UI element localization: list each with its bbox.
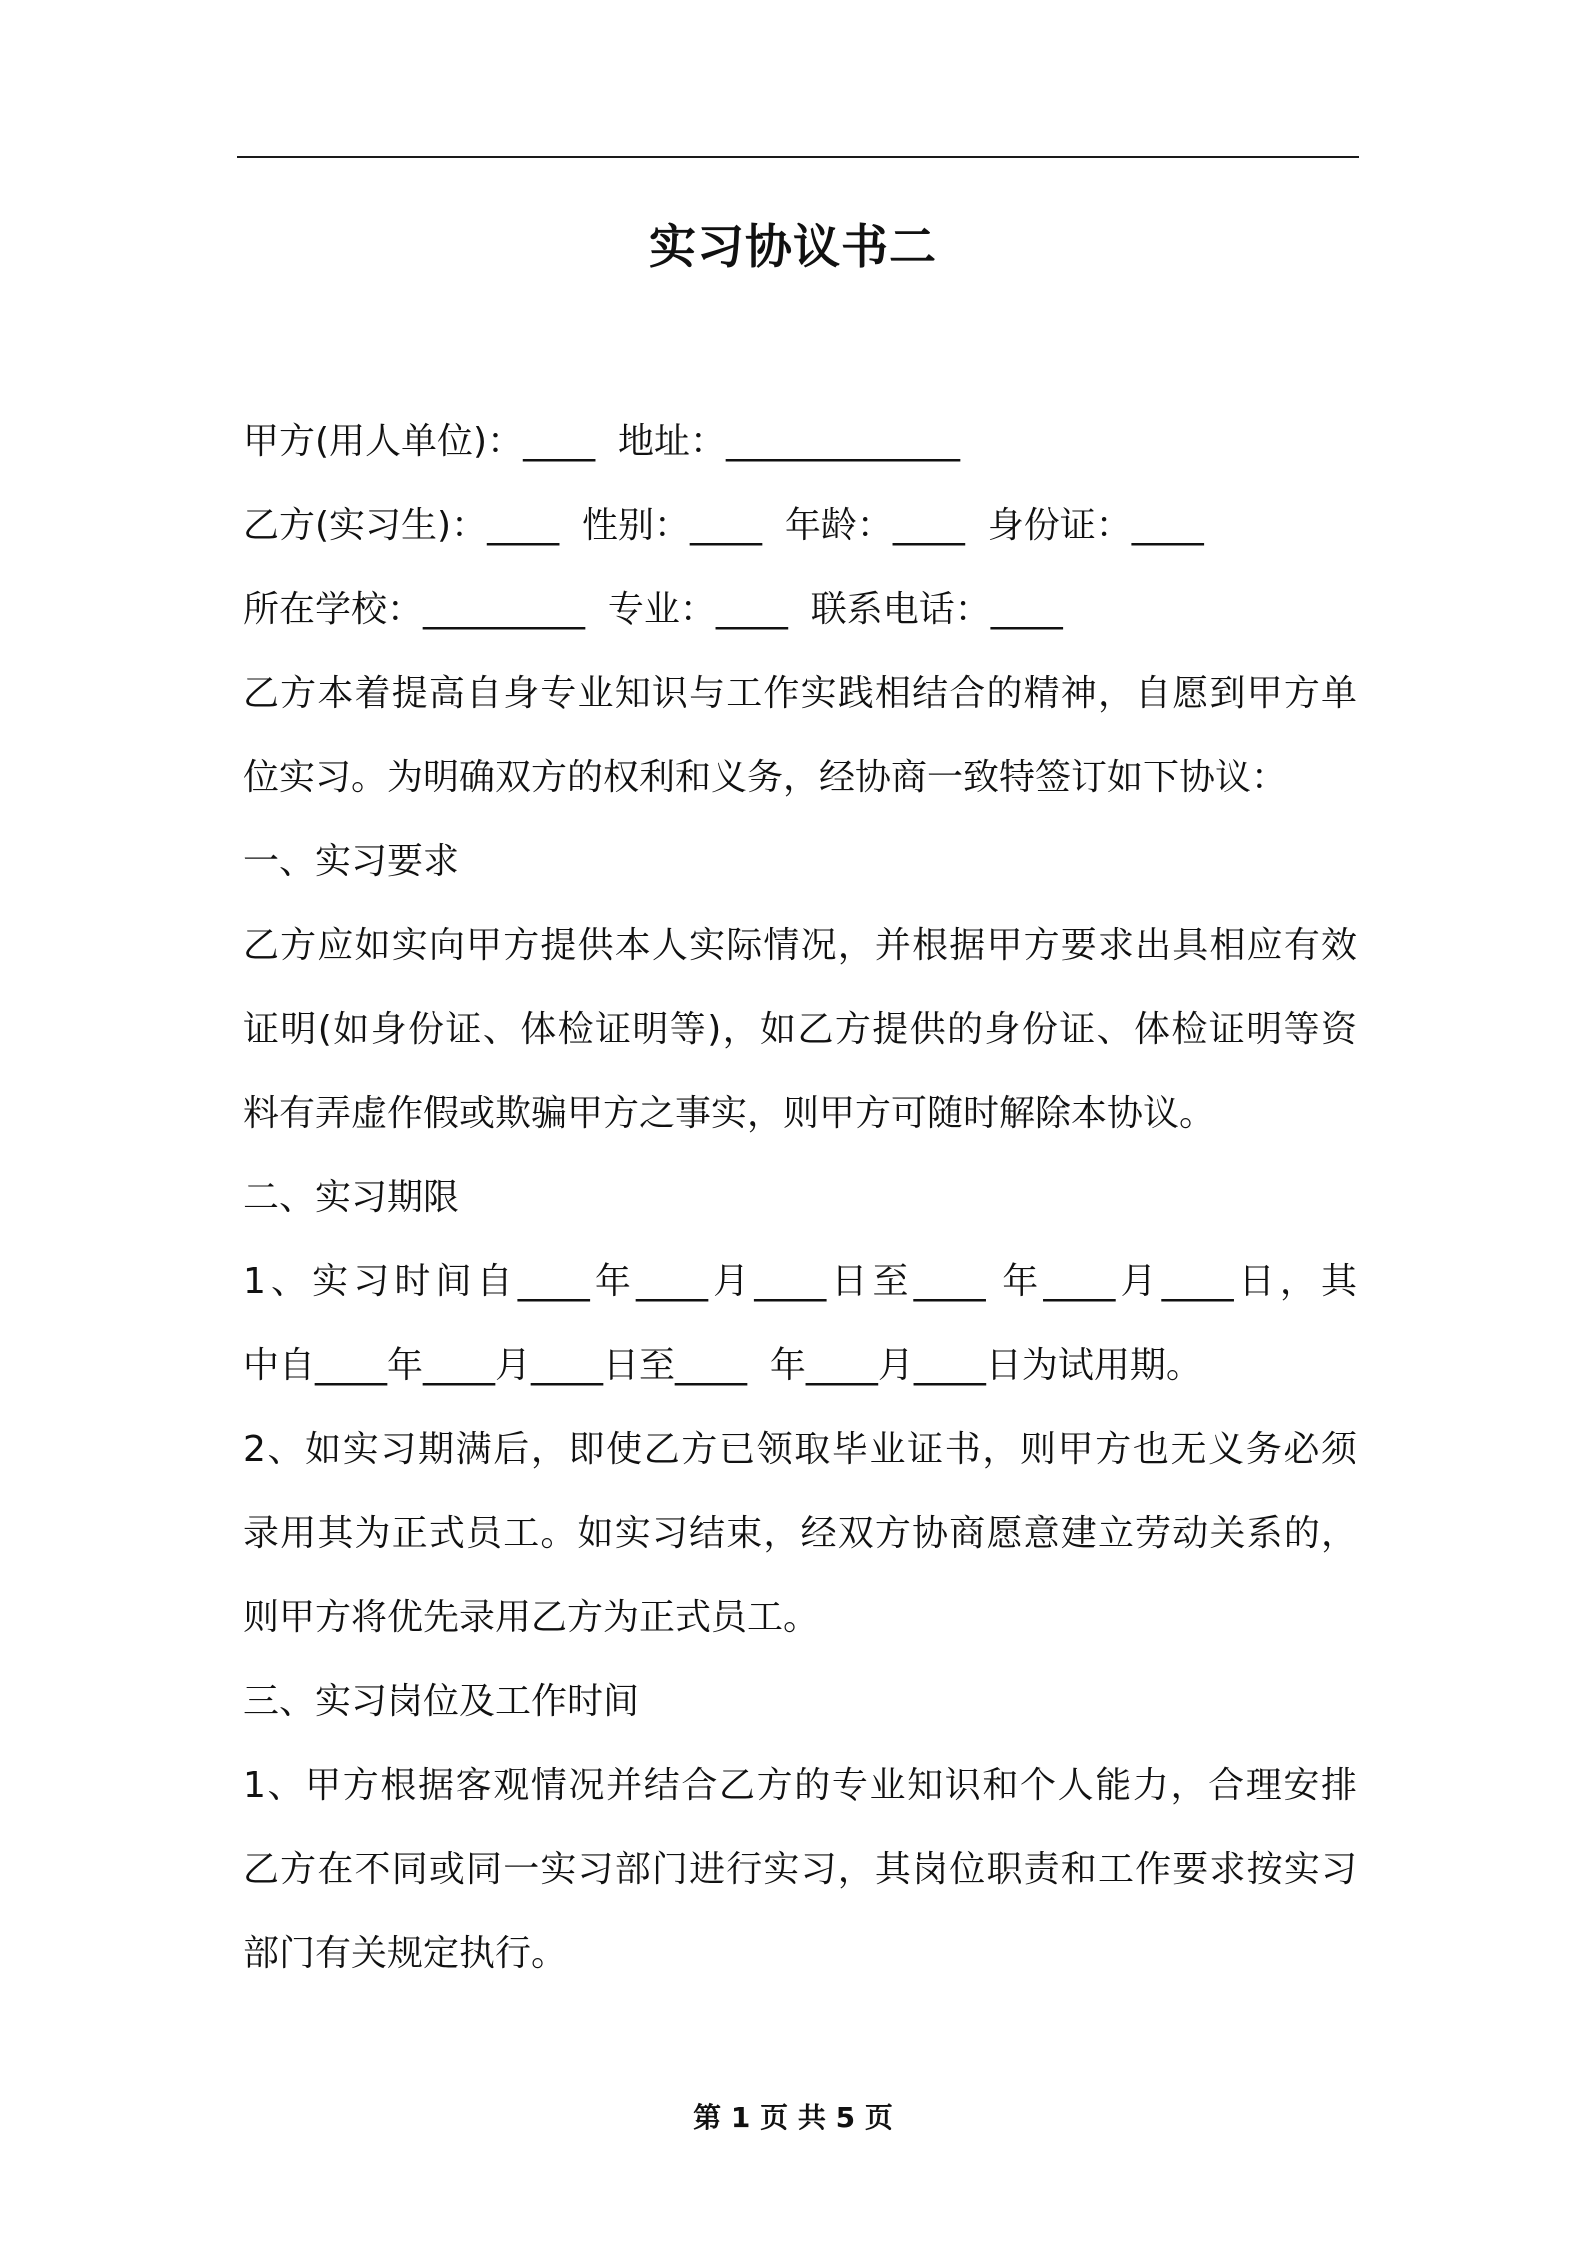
party-a-fields: 甲方(用人单位)：____ 地址：_____________: [243, 421, 960, 462]
section-heading-requirements: 一、实习要求: [243, 841, 460, 882]
paragraph-line: 1、甲方根据客观情况并结合乙方的专业知识和个人能力，合理安排: [243, 1765, 1357, 1806]
section-heading-period: 二、实习期限: [243, 1177, 460, 1218]
paragraph-line: 证明(如身份证、体检证明等)，如乙方提供的身份证、体检证明等资: [243, 1009, 1357, 1050]
party-b-fields: 乙方(实习生)：____ 性别：____ 年龄：____ 身份证：____: [243, 505, 1204, 546]
paragraph-line: 则甲方将优先录用乙方为正式员工。: [243, 1597, 820, 1638]
page-number-footer: 第 1 页 共 5 页: [693, 2101, 893, 2134]
paragraph-line: 乙方本着提高自身专业知识与工作实践相结合的精神，自愿到甲方单: [243, 673, 1357, 714]
paragraph-line: 乙方应如实向甲方提供本人实际情况，并根据甲方要求出具相应有效: [243, 925, 1357, 966]
paragraph-line: 料有弄虚作假或欺骗甲方之事实，则甲方可随时解除本协议。: [243, 1093, 1216, 1134]
paragraph-line: 中自____年____月____日至____ 年____月____日为试用期。: [243, 1345, 1202, 1386]
school-fields: 所在学校：_________ 专业：____ 联系电话：____: [243, 589, 1063, 630]
header-rule: [237, 156, 1359, 158]
paragraph-line: 部门有关规定执行。: [243, 1933, 568, 1974]
paragraph-line: 1、实习时间自____年____月____日至____ 年____月____日，其: [243, 1261, 1357, 1302]
paragraph-line: 乙方在不同或同一实习部门进行实习，其岗位职责和工作要求按实习: [243, 1849, 1357, 1890]
section-heading-position: 三、实习岗位及工作时间: [243, 1681, 640, 1722]
document-body: [243, 400, 1357, 1996]
paragraph-line: 2、如实习期满后，即使乙方已领取毕业证书，则甲方也无义务必须: [243, 1429, 1357, 1470]
paragraph-line: 位实习。为明确双方的权利和义务，经协商一致特签订如下协议：: [243, 757, 1288, 798]
document-title: 实习协议书二: [649, 220, 937, 275]
paragraph-line: 录用其为正式员工。如实习结束，经双方协商愿意建立劳动关系的，: [243, 1513, 1357, 1554]
